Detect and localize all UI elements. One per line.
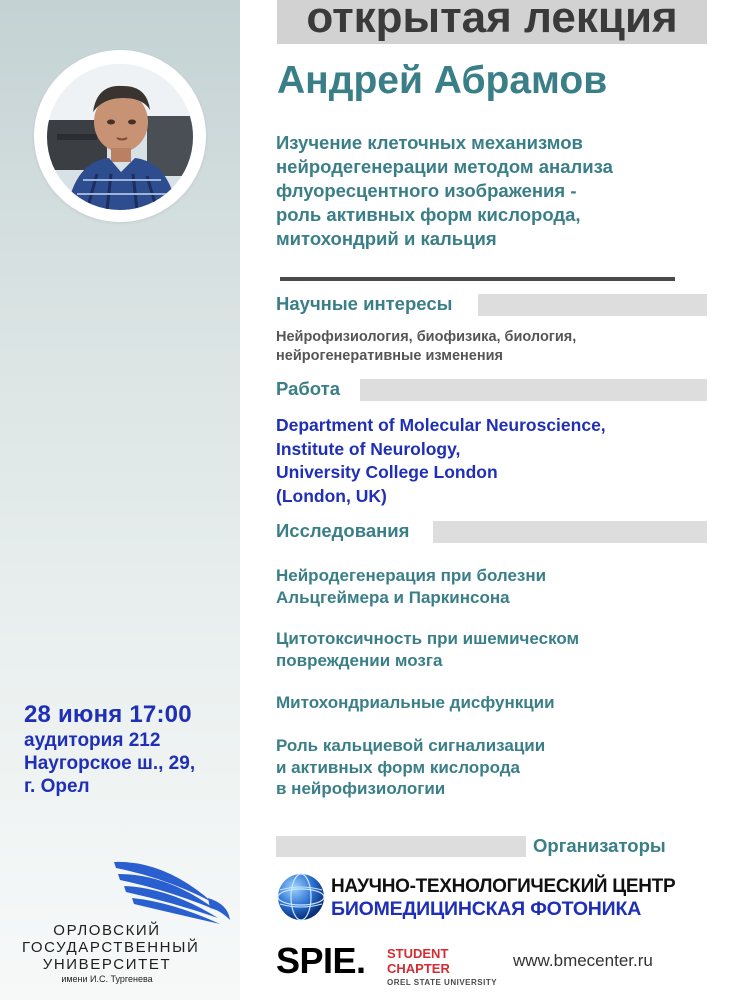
- research-line: Альцгеймера и Паркинсона: [276, 587, 510, 607]
- research-item: [276, 692, 555, 714]
- topic-line: Изучение клеточных механизмов: [276, 132, 583, 153]
- university-name-line: ОРЛОВСКИЙ: [53, 922, 161, 939]
- topic-line: нейродегенерации методом анализа: [276, 156, 613, 177]
- university-name-line: УНИВЕРСИТЕТ: [42, 956, 172, 973]
- website-link[interactable]: www.bmecenter.ru: [513, 951, 653, 970]
- lecture-topic: [276, 131, 716, 251]
- work-text: [276, 414, 606, 508]
- lecture-header: открытая лекция: [306, 0, 678, 42]
- globe-logo-icon: [276, 872, 326, 922]
- event-room: аудитория 212: [24, 730, 161, 751]
- research-item: [276, 628, 579, 671]
- student-chapter-line2: CHAPTER: [387, 961, 450, 976]
- research-item: [276, 735, 545, 800]
- university-subtitle: имени И.С. Тургенева: [61, 974, 153, 984]
- research-line: и активных форм кислорода: [276, 757, 520, 777]
- interests-title: Научные интересы: [276, 293, 453, 314]
- speaker-photo: [47, 64, 193, 210]
- research-item: [276, 565, 546, 608]
- interests-text: [276, 328, 576, 366]
- interests-line: нейрогенеративные изменения: [276, 348, 503, 364]
- work-title: Работа: [276, 378, 341, 399]
- work-line: Department of Molecular Neuroscience,: [276, 415, 606, 435]
- interests-line: Нейрофизиология, биофизика, биология,: [276, 329, 577, 345]
- research-title: Исследования: [276, 520, 410, 541]
- event-city: г. Орел: [24, 776, 90, 797]
- divider: [280, 277, 675, 281]
- topic-line: роль активных форм кислорода,: [276, 204, 581, 225]
- speaker-name: Андрей Абрамов: [277, 59, 608, 102]
- work-line: (London, UK): [276, 485, 387, 506]
- research-line: Роль кальциевой сигнализации: [276, 736, 546, 755]
- topic-line: флуоресцентного изображения -: [276, 180, 577, 201]
- center-name-line2: БИОМЕДИЦИНСКАЯ ФОТОНИКА: [331, 898, 642, 920]
- event-date: 28 июня 17:00: [24, 701, 192, 728]
- student-chapter-subtitle: OREL STATE UNIVERSITY: [387, 978, 498, 987]
- work-line: University College London: [276, 462, 498, 482]
- center-name-line1: НАУЧНО-ТЕХНОЛОГИЧЕСКИЙ ЦЕНТР: [331, 876, 676, 897]
- event-address: Наугорское ш., 29,: [24, 753, 196, 774]
- research-line: повреждении мозга: [276, 650, 443, 670]
- spie-logo: SPIE.: [276, 940, 366, 981]
- student-chapter-line1: STUDENT: [387, 946, 449, 961]
- speaker-portrait-icon: [47, 64, 193, 210]
- research-line: Нейродегенерация при болезни: [276, 566, 547, 585]
- topic-line: митохондрий и кальция: [276, 228, 497, 249]
- organizers-title: Организаторы: [533, 835, 666, 856]
- research-line: в нейрофизиологии: [276, 779, 446, 798]
- research-line: Цитотоксичность при ишемическом: [276, 629, 580, 648]
- research-line: Митохондриальные дисфункции: [276, 693, 555, 712]
- work-title-bar: [360, 379, 707, 401]
- research-title-bar: [433, 521, 707, 543]
- interests-title-bar: [478, 294, 707, 316]
- eagle-wing-logo-icon: [108, 858, 232, 930]
- work-line: Institute of Neurology,: [276, 438, 461, 459]
- organizers-bar: [276, 836, 526, 857]
- university-name-line: ГОСУДАРСТВЕННЫЙ: [22, 939, 200, 956]
